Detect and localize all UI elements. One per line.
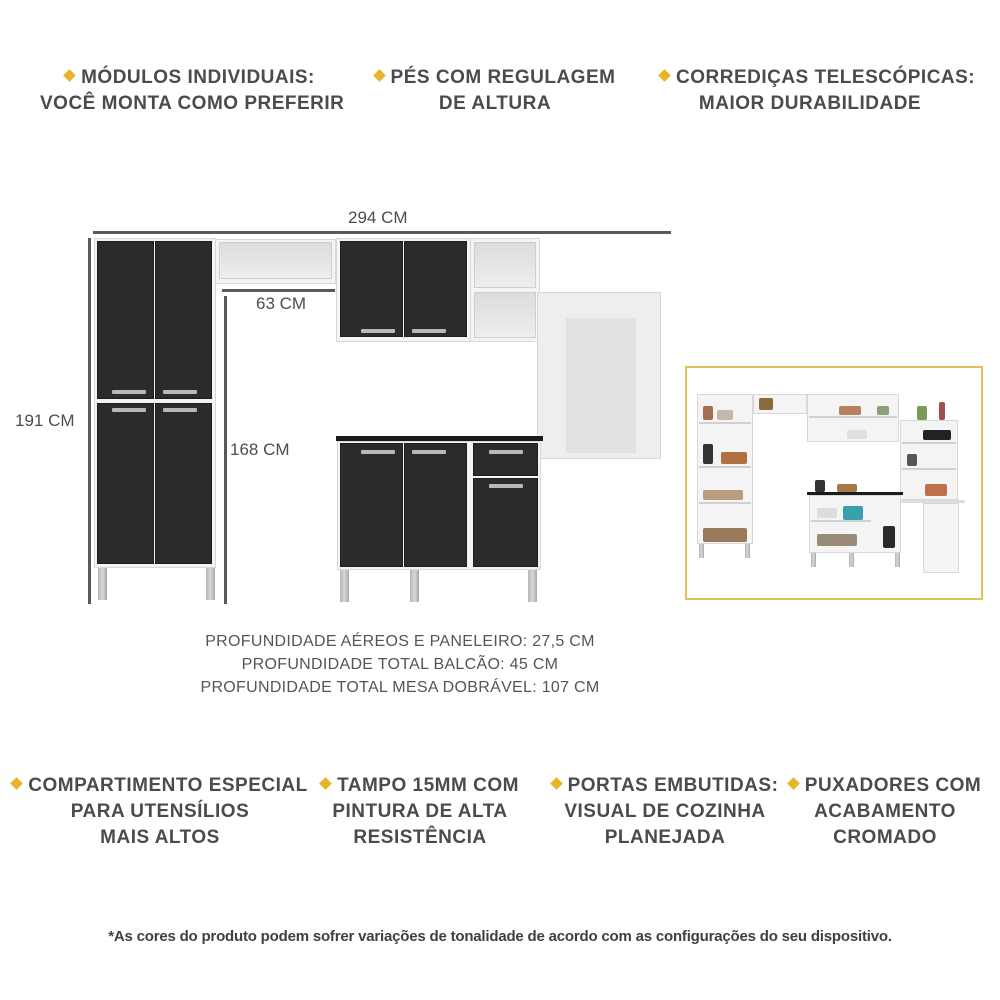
feature-pes-regulagem xyxy=(370,65,620,117)
handle xyxy=(163,408,197,412)
diamond-bullet-icon xyxy=(787,777,800,790)
feature-line: VISUAL DE COZINHA xyxy=(564,801,766,822)
shelf xyxy=(699,466,751,468)
kettle xyxy=(907,454,917,466)
jar xyxy=(703,406,713,420)
handle xyxy=(412,329,446,333)
handle xyxy=(412,450,446,454)
handle xyxy=(112,390,146,394)
feature-line: DE ALTURA xyxy=(438,93,552,114)
opening-height-label: 168 CM xyxy=(230,440,290,459)
leg xyxy=(699,544,704,558)
feature-line: TAMPO 15MM COM xyxy=(337,775,519,796)
plates xyxy=(817,508,837,518)
pantry-door-upper-left xyxy=(97,241,154,399)
base-door-left xyxy=(340,443,403,567)
handle xyxy=(112,408,146,412)
diamond-bullet-icon xyxy=(319,777,332,790)
diamond-bullet-icon xyxy=(373,69,386,82)
shelf xyxy=(809,416,897,418)
leg xyxy=(528,570,537,602)
niche-width-label: 63 CM xyxy=(256,294,307,313)
feature-line: PUXADORES COM xyxy=(804,775,982,796)
handle xyxy=(361,450,395,454)
jars xyxy=(703,528,747,542)
jar xyxy=(717,410,733,420)
shelf xyxy=(699,502,751,504)
leg xyxy=(340,570,349,602)
feature-line: PINTURA DE ALTA xyxy=(332,801,508,822)
feature-line: CROMADO xyxy=(833,827,937,848)
handle xyxy=(489,484,523,488)
depth-note-aereos: PROFUNDIDADE AÉREOS E PANELEIRO: 27,5 CM xyxy=(205,633,595,650)
feature-line: MAIS ALTOS xyxy=(100,827,220,848)
mixer xyxy=(883,526,895,548)
pans xyxy=(817,534,857,546)
diamond-bullet-icon xyxy=(10,777,23,790)
total-height-label: 191 CM xyxy=(15,411,75,430)
dish xyxy=(847,430,867,439)
feature-corredicas xyxy=(660,65,976,117)
diamond-bullet-icon xyxy=(658,69,671,82)
leg xyxy=(745,544,750,558)
feature-line: PARA UTENSÍLIOS xyxy=(70,801,250,822)
shelf-niche-lower xyxy=(474,292,536,338)
base-drawer xyxy=(473,443,538,476)
total-height-line xyxy=(88,238,91,604)
feature-compartimento xyxy=(10,773,310,851)
feature-tampo xyxy=(310,773,530,851)
shelf xyxy=(699,422,751,424)
plant-pot xyxy=(877,406,889,415)
feature-line: PÉS COM REGULAGEM xyxy=(390,67,616,88)
handle xyxy=(489,450,523,454)
opening-height-line xyxy=(224,296,227,604)
pantry-door-lower-right xyxy=(155,403,212,564)
pantry-door-upper-right xyxy=(155,241,212,399)
folding-table-panel xyxy=(566,318,636,453)
handle xyxy=(163,390,197,394)
diamond-bullet-icon xyxy=(63,69,76,82)
photo-folding-table xyxy=(923,503,959,573)
depth-notes xyxy=(0,630,800,699)
feature-line: VOCÊ MONTA COMO PREFERIR xyxy=(40,93,345,114)
bowl xyxy=(837,484,857,492)
feature-portas-embutidas xyxy=(545,773,785,851)
leg xyxy=(811,553,816,567)
niche-width-line xyxy=(222,289,335,292)
shelf-niche-upper xyxy=(474,242,536,288)
shelf xyxy=(902,468,956,470)
leg xyxy=(895,553,900,567)
depth-note-mesa: PROFUNDIDADE TOTAL MESA DOBRÁVEL: 107 CM xyxy=(200,679,600,696)
bottles xyxy=(721,452,747,464)
feature-puxadores xyxy=(785,773,985,851)
vase xyxy=(939,402,945,420)
leg xyxy=(206,568,215,600)
niche-interior xyxy=(219,242,332,279)
feature-line: PLANEJADA xyxy=(604,827,726,848)
feature-line: COMPARTIMENTO ESPECIAL xyxy=(28,775,308,796)
wall-door-right xyxy=(404,241,467,337)
shelf xyxy=(811,520,871,522)
feature-line: MAIOR DURABILIDADE xyxy=(698,93,922,114)
feature-modulos-individuais xyxy=(40,65,345,117)
teal-pots xyxy=(843,506,863,520)
blender xyxy=(703,444,713,464)
diamond-bullet-icon xyxy=(550,777,563,790)
feature-line: ACABAMENTO xyxy=(814,801,956,822)
feature-line: MÓDULOS INDIVIDUAIS: xyxy=(81,67,315,88)
cups xyxy=(839,406,861,415)
color-disclaimer: *As cores do produto podem sofrer variações de tonalidade de acordo com as configurações do seu dispositivo. xyxy=(108,928,892,945)
jar xyxy=(759,398,773,410)
boxes xyxy=(703,490,743,500)
pantry-door-lower-left xyxy=(97,403,154,564)
base-door-small xyxy=(473,478,538,567)
wall-door-left xyxy=(340,241,403,337)
feature-line: RESISTÊNCIA xyxy=(353,827,487,848)
base-door-right xyxy=(404,443,467,567)
feature-line: CORREDIÇAS TELESCÓPICAS: xyxy=(676,67,976,88)
jars xyxy=(925,484,947,496)
leg xyxy=(410,570,419,602)
total-width-line xyxy=(93,231,671,234)
plant xyxy=(917,406,927,420)
leg xyxy=(98,568,107,600)
lifestyle-photo xyxy=(685,366,983,600)
feature-line: PORTAS EMBUTIDAS: xyxy=(567,775,779,796)
total-width-label: 294 CM xyxy=(348,208,408,227)
shelf xyxy=(902,442,956,444)
jar xyxy=(815,480,825,492)
handle xyxy=(361,329,395,333)
canisters xyxy=(923,430,951,440)
depth-note-balcao: PROFUNDIDADE TOTAL BALCÃO: 45 CM xyxy=(241,656,559,673)
leg xyxy=(849,553,854,567)
